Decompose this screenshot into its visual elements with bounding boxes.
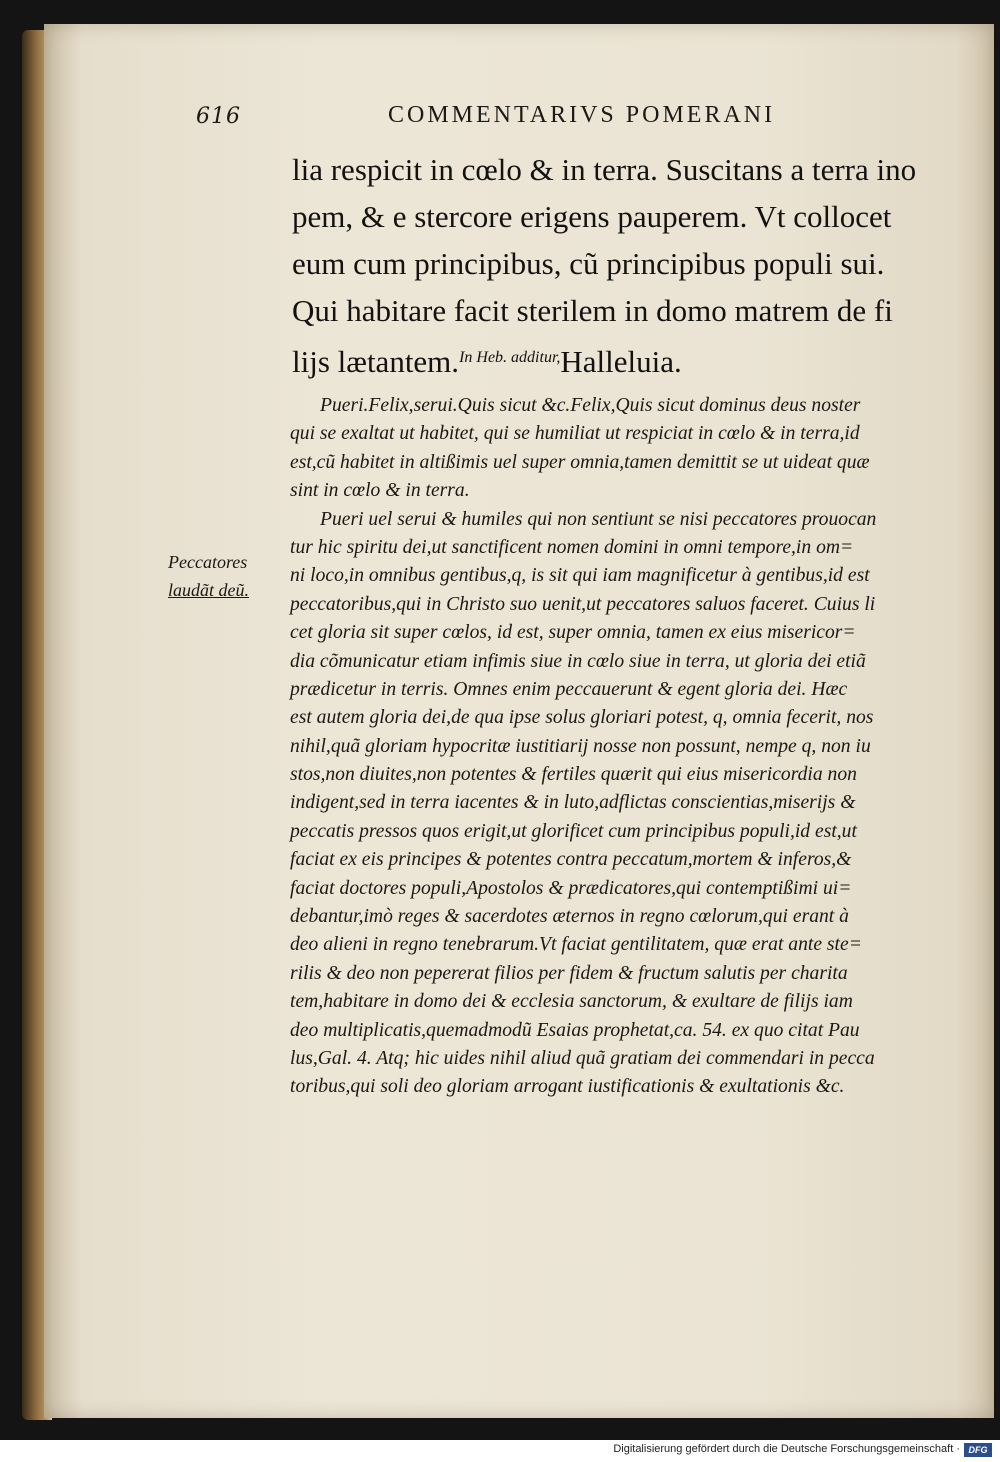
commentary-line: rilis & deo non pepererat filios per fidem & fructum salutis per charita	[290, 962, 848, 984]
commentary-line: dia cõmunicatur etiam infimis siue in cœlo siue in terra, ut gloria dei etiã	[290, 650, 866, 672]
commentary-line: tur hic spiritu dei,ut sanctificent nomen domini in omni tempore,in om=	[290, 536, 854, 558]
funding-credit: Digitalisierung gefördert durch die Deutsche Forschungsgemeinschaft ·	[613, 1443, 960, 1455]
commentary-line: sint in cœlo & in terra.	[290, 480, 470, 502]
commentary-line: faciat doctores populi,Apostolos & prædicatores,qui contemptißimi ui=	[290, 877, 852, 899]
commentary-line: faciat ex eis principes & potentes contra peccatum,mortem & inferos,&	[290, 849, 852, 871]
commentary-line: debantur,imò reges & sacerdotes æternos in regno cœlorum,qui erant à	[290, 906, 849, 928]
commentary-line: stos,non diuites,non potentes & fertiles quærit qui eius misericordia non	[290, 764, 857, 786]
commentary-line: toribus,qui soli deo gloriam arrogant iustificationis & exultationis &c.	[290, 1076, 845, 1098]
commentary-line: est,cũ habitet in altißimis uel super omnia,tamen demittit se ut uideat quæ	[290, 451, 870, 473]
commentary-line: prædicetur in terris. Omnes enim peccauerunt & egent gloria dei. Hæc	[290, 678, 848, 700]
commentary-line: qui se exaltat ut habitet, qui se humiliat ut respiciat in cœlo & in terra,id	[290, 423, 860, 445]
commentary-line: deo multiplicatis,quemadmodũ Esaias prophetat,ca. 54. ex quo citat Pau	[290, 1019, 860, 1041]
commentary-text-block	[290, 392, 940, 1102]
running-head: COMMENTARIVS POMERANI	[388, 102, 776, 128]
dfg-logo: DFG	[964, 1443, 992, 1457]
marginal-note-line-2: laudãt deũ.	[168, 580, 249, 600]
commentary-line: ni loco,in omnibus gentibus,q, is sit qui iam magnificetur à gentibus,id est	[290, 565, 870, 587]
marginal-note	[168, 548, 288, 604]
psalm-inline-note: In Heb. additur,	[459, 349, 561, 366]
psalm-line-last	[292, 334, 952, 381]
commentary-line: Pueri uel serui & humiles qui non sentiunt se nisi peccatores prouocan	[320, 508, 877, 530]
commentary-line: Pueri.Felix,serui.Quis sicut &c.Felix,Quis sicut dominus deus noster	[320, 395, 861, 416]
marginal-note-line-1: Peccatores	[168, 552, 248, 572]
psalm-line: pem, & e stercore erigens pauperem. Vt collocet	[292, 199, 892, 234]
psalm-last-end: Halleluia.	[560, 344, 682, 379]
commentary-line: peccatis pressos quos erigit,ut glorificet cum principibus populi,id est,ut	[290, 820, 857, 842]
psalm-last-text: lijs lætantem.	[292, 344, 460, 379]
commentary-line: lus,Gal. 4. Atq; hic uides nihil aliud quã gratiam dei commendari in pecca	[290, 1047, 875, 1069]
commentary-line: tem,habitare in domo dei & ecclesia sanctorum, & exultare de filijs iam	[290, 991, 853, 1013]
psalm-line: lia respicit in cœlo & in terra. Suscitans a terra ino	[292, 152, 917, 187]
psalm-line: eum cum principibus, cũ principibus populi sui.	[292, 246, 885, 281]
commentary-line: peccatoribus,qui in Christo suo uenit,ut peccatores saluos faceret. Cuius li	[290, 593, 876, 615]
commentary-line: cet gloria sit super cœlos, id est, super omnia, tamen ex eius misericor=	[290, 622, 856, 644]
commentary-line: indigent,sed in terra iacentes & in luto,adflictas conscientias,miserijs &	[290, 792, 856, 814]
commentary-line: nihil,quã gloriam hypocritæ iustitiarij nosse non possunt, nempe q, non iu	[290, 735, 871, 757]
commentary-line: est autem gloria dei,de qua ipse solus gloriari potest, q, omnia fecerit, nos	[290, 707, 874, 729]
psalm-line: Qui habitare facit sterilem in domo matrem de fi	[292, 293, 893, 328]
page-number: 616	[196, 104, 241, 129]
psalm-text-block	[292, 146, 952, 381]
commentary-line: deo alieni in regno tenebrarum.Vt faciat gentilitatem, quæ erat ante ste=	[290, 934, 862, 956]
